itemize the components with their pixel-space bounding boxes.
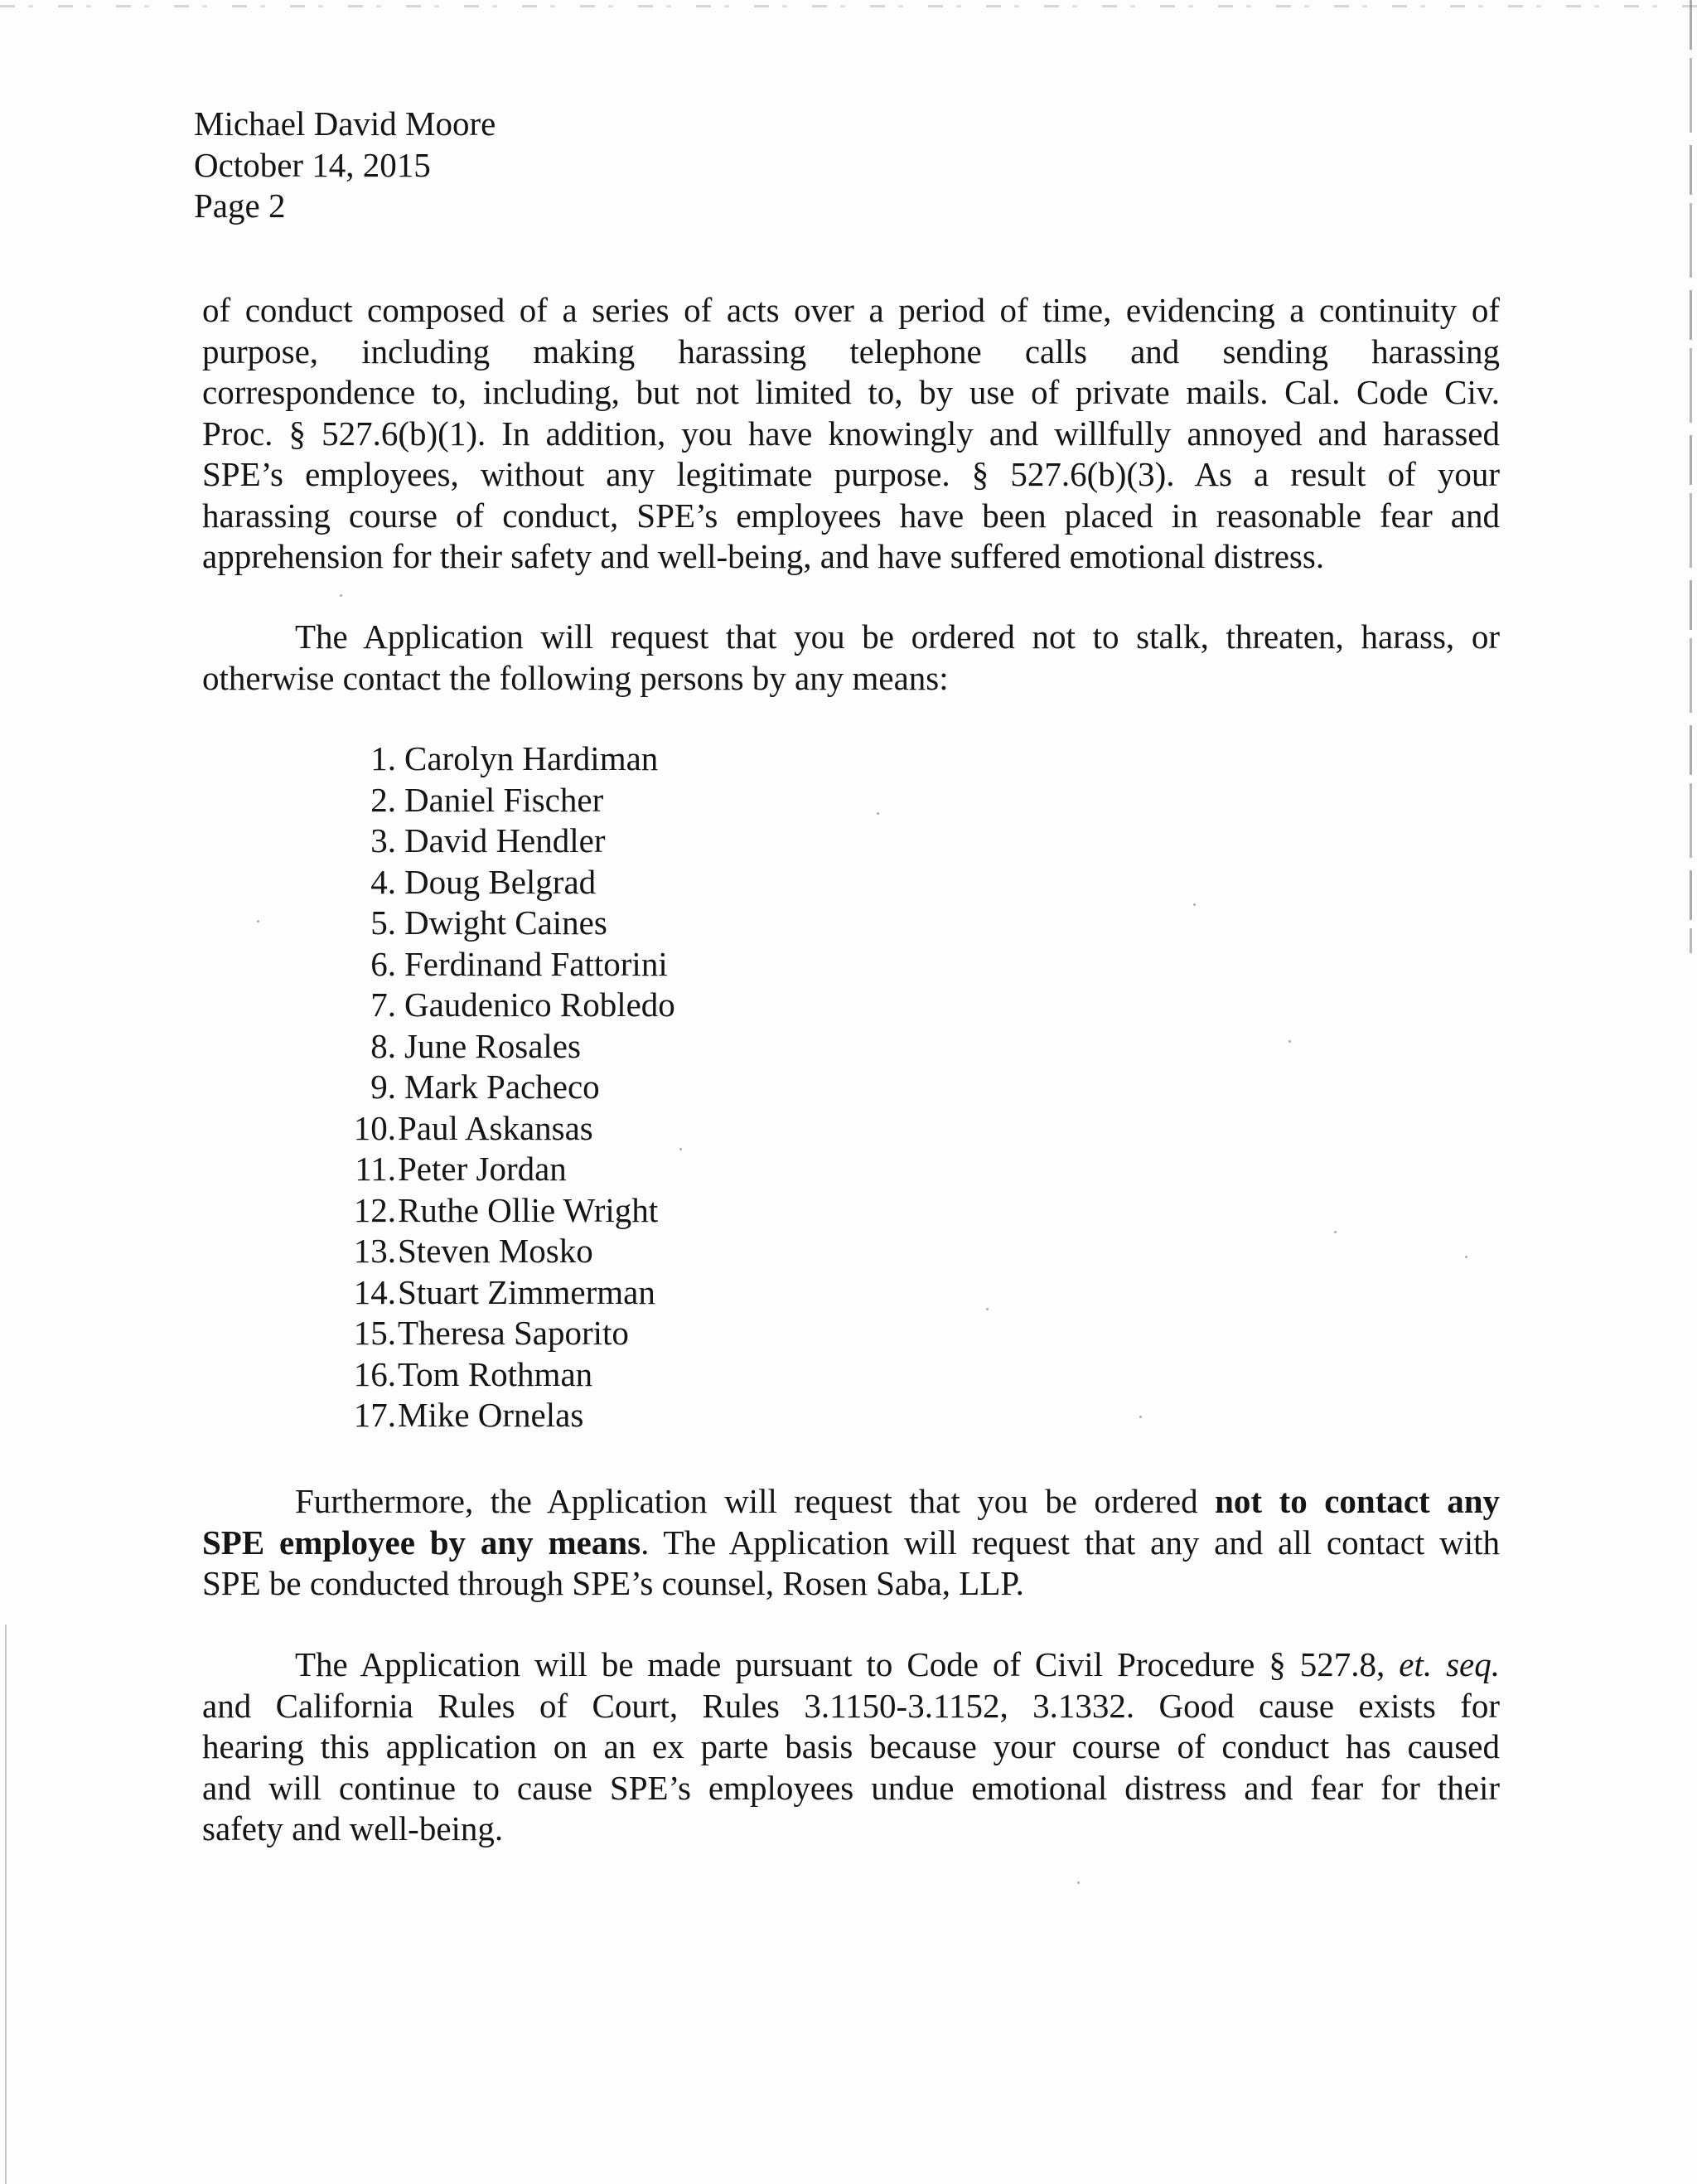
paragraph-line [202, 1481, 1500, 1523]
paragraph-line: Proc. § 527.6(b)(1). In addition, you have knowingly and willfully annoyed and harassed [202, 414, 1500, 453]
scan-speck [986, 1308, 989, 1310]
paragraph-text: The Application will be made pursuant to Code of Civil Procedure § 527.8, [295, 1645, 1400, 1683]
recipient-name: Michael David Moore [194, 104, 496, 143]
list-item [340, 1313, 675, 1354]
person-name: Paul Askansas [398, 1108, 593, 1147]
list-number: 5. [370, 903, 396, 942]
person-name: Mark Pacheco [404, 1068, 600, 1106]
list-number: 6. [370, 944, 396, 983]
list-item [340, 903, 675, 944]
list-item [340, 1395, 675, 1436]
list-number: 3. [370, 821, 396, 860]
scan-speck [1465, 1256, 1467, 1258]
person-name: Daniel Fischer [404, 780, 604, 819]
list-item [340, 1231, 675, 1272]
person-name: Ruthe Ollie Wright [398, 1190, 659, 1229]
list-item [340, 1272, 675, 1314]
person-name: June Rosales [404, 1026, 581, 1065]
list-number: 15. [353, 1314, 396, 1352]
list-item [340, 738, 675, 780]
scan-speck [257, 920, 259, 923]
list-number: 11. [355, 1150, 396, 1188]
scan-speck [1288, 1040, 1291, 1043]
letter-header [194, 104, 496, 227]
scan-speck [340, 594, 342, 597]
emphasis-text: not to contact any [1215, 1482, 1500, 1520]
scan-artifact-top [0, 5, 1697, 7]
scan-artifact-right [1690, 0, 1692, 953]
scan-speck [1193, 903, 1196, 906]
list-item [340, 1190, 675, 1232]
scan-speck [679, 1148, 682, 1150]
scan-speck [1077, 1881, 1080, 1884]
person-name: Mike Ornelas [398, 1396, 584, 1434]
person-name: Doug Belgrad [404, 862, 597, 901]
list-item [340, 1108, 675, 1150]
paragraph-request [202, 617, 1500, 699]
paragraph-legal-basis [202, 1644, 1500, 1850]
list-number: 9. [370, 1068, 396, 1106]
persons-list [340, 738, 675, 1436]
italic-text: et. seq. [1399, 1645, 1501, 1683]
paragraph-line: purpose, including making harassing telephone calls and sending harassing [202, 332, 1500, 370]
paragraph-line [202, 1523, 1500, 1564]
list-item [340, 780, 675, 821]
paragraph-line: SPE be conducted through SPE’s counsel, Rosen Saba, LLP. [202, 1564, 1024, 1602]
paragraph-line: and California Rules of Court, Rules 3.1150-3.1152, 3.1332. Good cause exists for [202, 1686, 1500, 1725]
list-item [340, 821, 675, 862]
paragraph-line: otherwise contact the following persons by any means: [202, 658, 949, 697]
list-number: 1. [370, 739, 396, 777]
paragraph-text: Furthermore, the Application will request that you be ordered [295, 1482, 1216, 1520]
scan-speck [1139, 1416, 1142, 1418]
person-name: David Hendler [404, 821, 606, 860]
list-item [340, 1067, 675, 1108]
list-number: 12. [353, 1190, 396, 1229]
paragraph-no-contact [202, 1481, 1500, 1605]
person-name: Gaudenico Robledo [404, 985, 675, 1024]
paragraph-text: . The Application will request that any and all contact with [641, 1523, 1500, 1562]
paragraph-line: hearing this application on an ex parte basis because your course of conduct has caused [202, 1727, 1500, 1765]
paragraph-line: harassing course of conduct, SPE’s employees have been placed in reasonable fear and [202, 496, 1500, 535]
paragraph-line: and will continue to cause SPE’s employees undue emotional distress and fear for their [202, 1768, 1500, 1807]
person-name: Steven Mosko [398, 1232, 593, 1270]
list-number: 10. [353, 1108, 396, 1147]
person-name: Theresa Saporito [398, 1314, 629, 1352]
list-item [340, 1026, 675, 1068]
paragraph-line: SPE’s employees, without any legitimate purpose. § 527.6(b)(3). As a result of your [202, 455, 1500, 493]
paragraph-line: The Application will request that you be ordered not to stalk, threaten, harass, or [295, 617, 1500, 656]
scan-speck [877, 812, 879, 815]
person-name: Carolyn Hardiman [404, 739, 659, 777]
person-name: Ferdinand Fattorini [404, 944, 668, 983]
page-number: Page 2 [194, 186, 286, 225]
list-item [340, 1149, 675, 1190]
paragraph-line: safety and well-being. [202, 1809, 504, 1847]
paragraph-line: of conduct composed of a series of acts over a period of time, evidencing a continuity of [202, 291, 1500, 329]
emphasis-text: SPE employee by any means [202, 1523, 641, 1562]
paragraph-line: correspondence to, including, but not limited to, by use of private mails. Cal. Code Civ. [202, 373, 1500, 411]
list-number: 17. [353, 1396, 396, 1434]
list-number: 14. [353, 1272, 396, 1311]
paragraph-conduct [202, 290, 1500, 578]
list-number: 8. [370, 1026, 396, 1065]
person-name: Peter Jordan [398, 1150, 567, 1188]
letter-date: October 14, 2015 [194, 145, 431, 184]
list-item [340, 862, 675, 903]
scan-artifact-left [5, 1625, 7, 2184]
list-number: 2. [370, 780, 396, 819]
list-item [340, 1354, 675, 1396]
list-number: 4. [370, 862, 396, 901]
paragraph-line [202, 1644, 1500, 1686]
person-name: Dwight Caines [404, 903, 607, 942]
list-number: 16. [353, 1354, 396, 1393]
list-number: 7. [370, 985, 396, 1024]
list-item [340, 985, 675, 1026]
scan-speck [1334, 1231, 1337, 1233]
list-item [340, 944, 675, 985]
list-number: 13. [353, 1232, 396, 1270]
person-name: Stuart Zimmerman [398, 1272, 655, 1311]
paragraph-line: apprehension for their safety and well-being, and have suffered emotional distress. [202, 537, 1325, 575]
person-name: Tom Rothman [398, 1354, 593, 1393]
